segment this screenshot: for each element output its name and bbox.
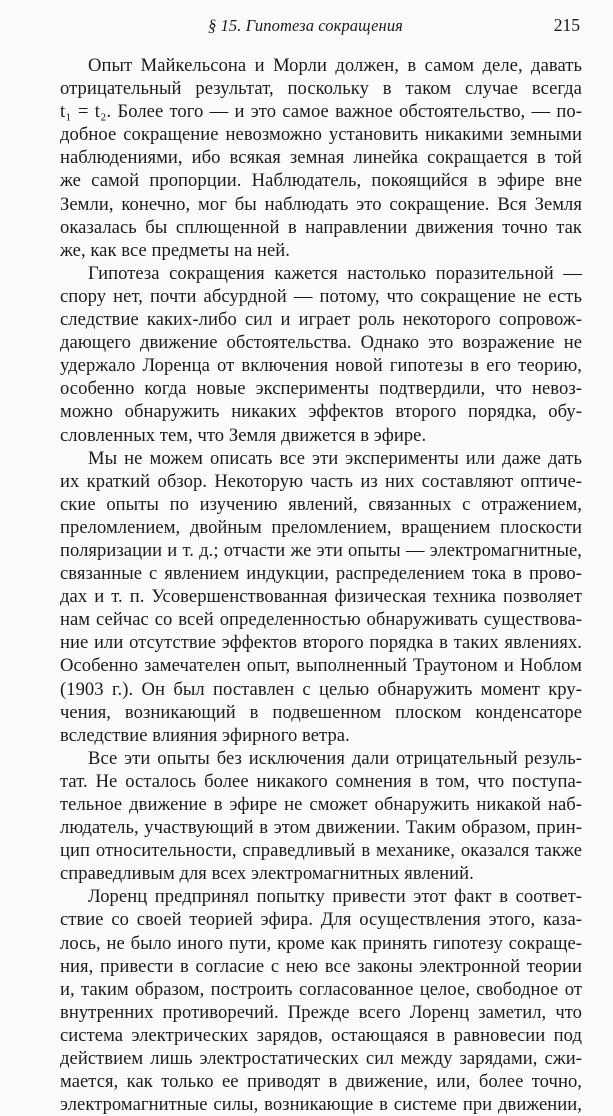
text-line: вследствие влияния эфирного ветра. [60, 724, 350, 746]
text-line: удержало Лоренца от включения новой гипотезы в его теорию, [60, 355, 582, 377]
body-text [60, 54, 582, 1116]
text-line: действием лишь электростатических сил между зарядами, сжи- [60, 1048, 582, 1070]
text-line: связанные с явлением индукции, распределением тока в прово- [60, 563, 582, 585]
text-line: тат. Не осталось более никакого сомнения в том, что поступа- [60, 770, 582, 792]
text-line: и, таким образом, построить согласованное целое, свободное от [60, 978, 582, 1000]
text-line: следствие каких-либо сил и играет роль некоторого сопровож- [60, 309, 582, 331]
text-line: дах и т. п. Усовершенствованная физическая техника позволяет [60, 586, 582, 608]
text-line: же самой пропорции. Наблюдатель, покоящийся в эфире вне [60, 170, 582, 192]
text-line: добное сокращение невозможно установить никакими земными [60, 124, 582, 146]
text-line: особенно когда новые эксперименты подтвердили, что невоз- [60, 378, 582, 400]
text-line: цип относительности, справедливый в механике, оказался также [60, 840, 582, 862]
text-line: наблюдениями, ибо всякая земная линейка сокращается в той [60, 147, 582, 169]
text-line: мается, как только ее приводят в движение, или, более точно, [60, 1071, 582, 1093]
text-line: система электрических зарядов, остающаяся в равновесии под [60, 1024, 582, 1046]
paragraph-2 [60, 262, 582, 447]
text-line: Земли, конечно, мог бы наблюдать это сокращение. Вся Земля [60, 193, 582, 215]
text-line: тельное движение в эфире не сможет обнаружить никакой наб- [60, 794, 582, 815]
text-line: внутренних противоречий. Прежде всего Лоренц заметил, что [60, 1001, 582, 1023]
text-line: ские опыты по изучению явлений, связанных с отражением, [60, 493, 582, 515]
text-line: можно обнаружить никаких эффектов второго порядка, обу- [60, 401, 582, 423]
text-line: дающего движение обстоятельства. Однако это возражение не [60, 332, 582, 354]
paragraph-4 [60, 747, 582, 886]
text-line: отрицательный результат, поскольку в таком случае всегда [60, 78, 582, 100]
text-line: Лоренц предпринял попытку привести этот факт в соответ- [88, 886, 582, 908]
text-line: словленных тем, что Земля движется в эфире. [60, 424, 427, 446]
text-line: t₁ = t₂. Более того — и это самое важное обстоятельство, — по- [60, 101, 582, 123]
paragraph-5 [60, 885, 582, 1116]
text-line: преломлением, двойным преломлением, вращением плоскости [60, 516, 582, 538]
paragraph-1 [60, 54, 582, 262]
text-line: Мы не можем описать все эти эксперименты или даже дать [88, 447, 582, 469]
text-line: людатель, участвующий в этом движении. Таким образом, прин- [60, 817, 582, 839]
text-line: спору нет, почти абсурдной — потому, что сокращение не есть [60, 285, 582, 307]
text-line: Особенно замечателен опыт, выполненный Траутоном и Ноблом [60, 655, 582, 677]
text-line: справедливым для всех электромагнитных явлений. [60, 863, 474, 885]
paragraph-3 [60, 447, 582, 747]
text-line: оказалась бы сплющенной в направлении движения точно так [60, 216, 582, 238]
running-title: § 15. Гипотеза сокращения [208, 16, 403, 35]
text-line: ствие со своей теорией эфира. Для осуществления этого, каза- [60, 909, 582, 931]
text-line: нам сейчас со всей определенностью обнаруживать существова- [60, 609, 582, 631]
text-line: поляризации и т. д.; отчасти же эти опыты — электромагнитные, [60, 539, 582, 561]
text-line: их краткий обзор. Некоторую часть из них составляют оптиче- [60, 470, 582, 492]
text-line: Гипотеза сокращения кажется настолько поразительной — [88, 262, 582, 284]
text-line: Опыт Майкельсона и Морли должен, в самом деле, давать [88, 55, 582, 76]
page-number: 215 [553, 15, 580, 35]
text-line: лось, не было иного пути, кроме как принять гипотезу сокраще- [60, 932, 582, 954]
text-line: Все эти опыты без исключения дали отрицательный резуль- [88, 747, 582, 769]
text-line: же, как все предметы на ней. [60, 239, 290, 261]
text-line: ние или отсутствие эффектов второго порядка в таких явлениях. [60, 632, 582, 654]
text-line: (1903 г.). Он был поставлен с целью обнаружить момент кру- [60, 678, 582, 700]
text-line: чения, возникающий в подвешенном плоском конденсаторе [60, 701, 582, 723]
page-header [60, 14, 580, 38]
text-line: электромагнитные силы, возникающие в системе при движении, [60, 1094, 582, 1116]
text-line: ния, привести в согласие с нею все законы электронной теории [60, 955, 582, 977]
